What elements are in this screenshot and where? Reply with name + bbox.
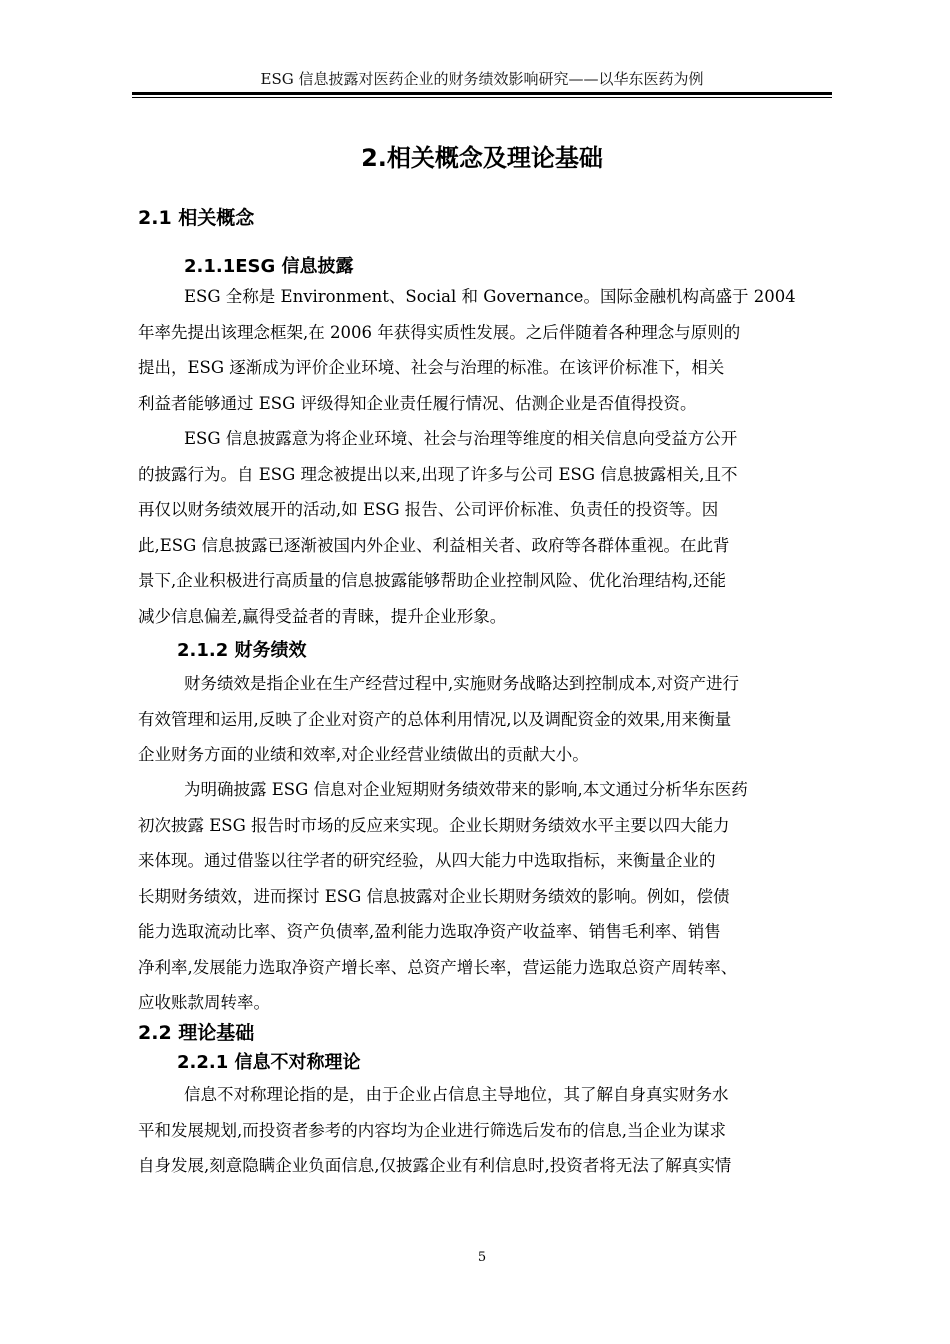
subsection-heading-2-1-1: 2.1.1ESG 信息披露: [184, 256, 354, 277]
text-line: 来体现。通过借鉴以往学者的研究经验，从四大能力中选取指标，来衡量企业的: [138, 851, 716, 870]
text-line: 减少信息偏差,赢得受益者的青睐，提升企业形象。: [138, 606, 507, 626]
text-line: 再仅以财务绩效展开的活动,如 ESG 报告、公司评价标准、负责任的投资等。因: [138, 500, 719, 519]
text-line: 此,ESG 信息披露已逐渐被国内外企业、利益相关者、政府等各群体重视。在此背: [138, 535, 730, 555]
text-line: 应收账款周转率。: [138, 993, 270, 1012]
paragraph-esg-definition: [138, 279, 828, 421]
header-rule-thick: [132, 92, 832, 95]
text-line: ESG 全称是 Environment、Social 和 Governance。国际金融机构高盛于 2004: [184, 287, 796, 306]
text-line: 能力选取流动比率、资产负债率,盈利能力选取净资产收益率、销售毛利率、销售: [138, 922, 721, 941]
subsection-heading-2-1-2: 2.1.2 财务绩效: [177, 640, 307, 661]
paragraph-performance-measures: [138, 772, 828, 1021]
text-line: 净利率,发展能力选取净资产增长率、总资产增长率，营运能力选取总资产周转率、: [138, 957, 738, 977]
text-line: 信息不对称理论指的是，由于企业占信息主导地位，其了解自身真实财务水: [184, 1085, 729, 1104]
text-line: 长期财务绩效，进而探讨 ESG 信息披露对企业长期财务绩效的影响。例如，偿债: [138, 886, 730, 906]
text-line: ESG 信息披露意为将企业环境、社会与治理等维度的相关信息向受益方公开: [184, 429, 738, 448]
section-heading-2-2: 2.2 理论基础: [138, 1022, 255, 1044]
text-line: 提出，ESG 逐渐成为评价企业环境、社会与治理的标准。在该评价标准下，相关: [138, 358, 725, 377]
text-line: 平和发展规划,而投资者参考的内容均为企业进行筛选后发布的信息,当企业为谋求: [138, 1120, 726, 1140]
text-line: 的披露行为。自 ESG 理念被提出以来,出现了许多与公司 ESG 信息披露相关,且不: [138, 464, 738, 484]
text-line: 为明确披露 ESG 信息对企业短期财务绩效带来的影响,本文通过分析华东医药: [184, 780, 748, 799]
subsection-heading-2-2-1: 2.2.1 信息不对称理论: [177, 1052, 361, 1073]
text-line: 利益者能够通过 ESG 评级得知企业责任履行情况、估测企业是否值得投资。: [138, 393, 697, 413]
text-line: 企业财务方面的业绩和效率,对企业经营业绩做出的贡献大小。: [138, 745, 589, 764]
text-line: 自身发展,刻意隐瞒企业负面信息,仅披露企业有利信息时,投资者将无法了解真实情: [138, 1156, 732, 1175]
page-number: 5: [477, 1250, 487, 1265]
paragraph-financial-performance: [138, 666, 828, 773]
chapter-title: 2.相关概念及理论基础: [361, 144, 603, 172]
text-line: 年率先提出该理念框架,在 2006 年获得实质性发展。之后伴随着各种理念与原则的: [138, 322, 741, 342]
running-header: ESG 信息披露对医药企业的财务绩效影响研究——以华东医药为例: [260, 70, 704, 88]
text-line: 初次披露 ESG 报告时市场的反应来实现。企业长期财务绩效水平主要以四大能力: [138, 815, 730, 835]
section-heading-2-1: 2.1 相关概念: [138, 207, 255, 229]
header-rule-thin: [132, 97, 832, 98]
paragraph-information-asymmetry: [138, 1077, 828, 1184]
text-line: 财务绩效是指企业在生产经营过程中,实施财务战略达到控制成本,对资产进行: [184, 674, 739, 693]
text-line: 景下,企业积极进行高质量的信息披露能够帮助企业控制风险、优化治理结构,还能: [138, 571, 726, 590]
paragraph-esg-disclosure: [138, 421, 828, 634]
text-line: 有效管理和运用,反映了企业对资产的总体利用情况,以及调配资金的效果,用来衡量: [138, 709, 732, 729]
